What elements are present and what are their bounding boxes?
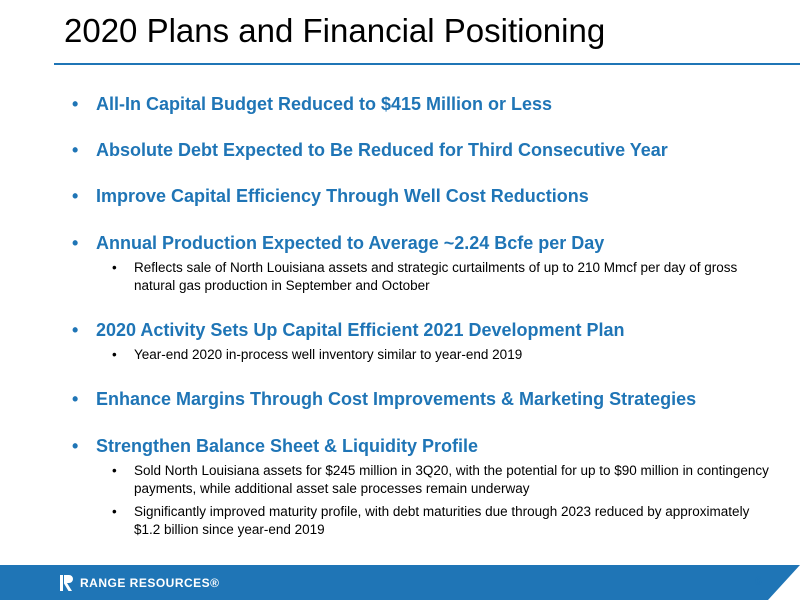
- sub-bullet-item: [112, 462, 772, 498]
- bullet-dot: •: [72, 140, 79, 160]
- slide-title: 2020 Plans and Financial Positioning: [64, 12, 606, 49]
- sub-bullet-text: Year-end 2020 in-process well inventory similar to year-end 2019: [134, 347, 523, 362]
- bullet-text: Absolute Debt Expected to Be Reduced for Third Consecutive Year: [96, 140, 668, 160]
- logo-text: RANGE RESOURCES®: [80, 576, 220, 590]
- sub-bullet-item: [112, 503, 772, 539]
- sub-bullet-item: [112, 346, 772, 364]
- sub-bullet-dot: •: [112, 463, 117, 478]
- bullet-text: Enhance Margins Through Cost Improvements & Marketing Strategies: [96, 389, 697, 409]
- bullet-text: 2020 Activity Sets Up Capital Efficient 2021 Development Plan: [96, 320, 625, 340]
- company-logo: [60, 574, 220, 592]
- sub-bullet-text: Sold North Louisiana assets for $245 million in 3Q20, with the potential for up to $90 million in contingency payments, while additional asset sale processes remain underway: [134, 463, 769, 496]
- bullet-dot: •: [72, 389, 79, 409]
- bullet-text: Improve Capital Efficiency Through Well Cost Reductions: [96, 186, 589, 206]
- bullet-dot: •: [72, 94, 79, 114]
- sub-bullet-text: Significantly improved maturity profile, with debt maturities due through 2023 reduced by approximately $1.2 billion since year-end 2019: [134, 504, 750, 537]
- bullet-dot: •: [72, 233, 79, 253]
- bullet-dot: •: [72, 320, 79, 340]
- bullet-dot: •: [72, 186, 79, 206]
- sub-bullet-item: [112, 259, 772, 295]
- bullet-text: Annual Production Expected to Average ~2.24 Bcfe per Day: [96, 233, 605, 253]
- sub-bullet-dot: •: [112, 347, 117, 362]
- sub-bullet-text: Reflects sale of North Louisiana assets and strategic curtailments of up to 210 Mmcf per day of gross natural gas production in September and October: [134, 260, 738, 293]
- footer-bar: [0, 565, 800, 600]
- bullet-text: Strengthen Balance Sheet & Liquidity Profile: [96, 436, 479, 456]
- footer-notch: [760, 565, 800, 600]
- range-resources-logo-icon: [60, 575, 74, 591]
- page-number: 6: [755, 574, 762, 588]
- bullet-text: All-In Capital Budget Reduced to $415 Million or Less: [96, 94, 553, 114]
- bullet-dot: •: [72, 436, 79, 456]
- sub-bullet-dot: •: [112, 260, 117, 275]
- sub-bullet-dot: •: [112, 504, 117, 519]
